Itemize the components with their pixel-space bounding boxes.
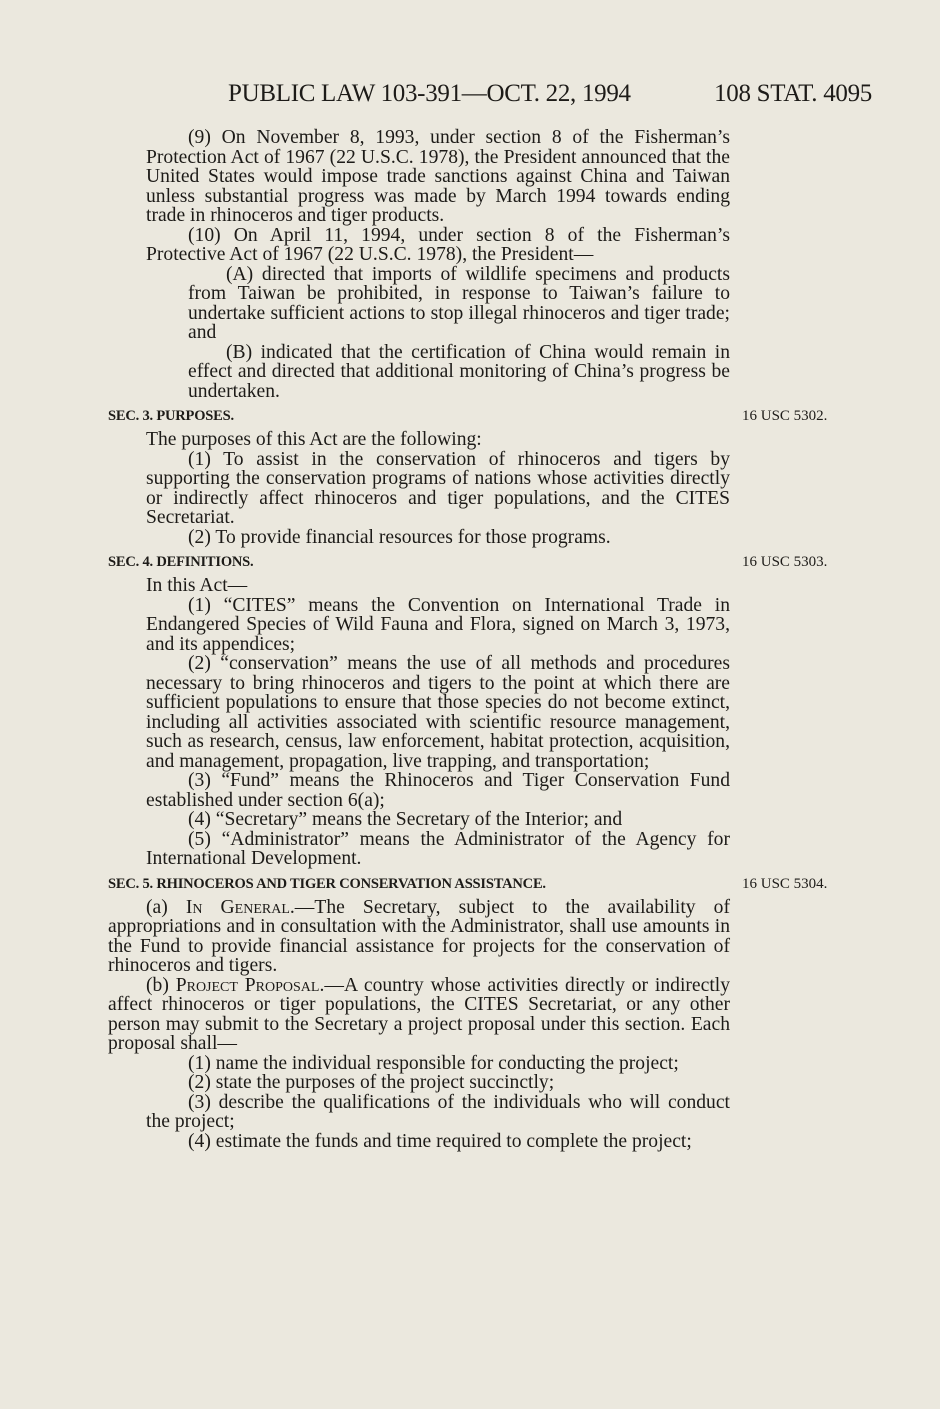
section-4-intro: In this Act— <box>146 575 248 596</box>
section-3-heading <box>108 408 828 425</box>
section-4-title: SEC. 4. DEFINITIONS. <box>108 554 254 570</box>
proposal-item-1: (1) name the individual responsible for conducting the project; <box>188 1052 679 1074</box>
section-5-title: SEC. 5. RHINOCEROS AND TIGER CONSERVATION ASSISTANCE. <box>108 875 546 892</box>
section-5-heading <box>108 875 828 893</box>
paragraph-10: (10) On April 11, 1994, under section 8 of the Fisherman’s Protective Act of 1967 (22 U.S.C. 1978), the President— <box>146 224 730 265</box>
subsection-a <box>108 898 730 976</box>
definition-5: (5) “Administrator” means the Administrator of the Agency for International Development. <box>146 828 730 869</box>
definition-4: (4) “Secretary” means the Secretary of the Interior; and <box>188 809 623 830</box>
proposal-item-4: (4) estimate the funds and time required to complete the project; <box>188 1130 692 1152</box>
section-4-heading <box>108 554 828 571</box>
proposal-item-3: (3) describe the qualifications of the individuals who will conduct the project; <box>146 1091 730 1132</box>
section-3-intro: The purposes of this Act are the following: <box>146 429 482 450</box>
page-number: 108 STAT. 4095 <box>714 80 872 107</box>
section-3-margin-note: 16 USC 5302. <box>742 408 828 424</box>
paragraph-10-b: (B) indicated that the certification of China would remain in effect and directed that additional monitoring of China’s progress be undertaken. <box>188 341 730 402</box>
proposal-item-2: (2) state the purposes of the project succinctly; <box>188 1072 555 1093</box>
definition-2: (2) “conservation” means the use of all methods and procedures necessary to bring rhinoceros and tigers to the point at which there are sufficient populations to ensure that those species do not become extinct, including all activities associated with scientific resource management, such as research, census, law enforcement, habitat protection, acquisition, and management, propagation, live trapping, and transportation; <box>146 653 730 772</box>
paragraph-10-a: (A) directed that imports of wildlife specimens and products from Taiwan be prohibited, in response to Taiwan’s failure to undertake sufficient actions to stop illegal rhinoceros and tiger trade; and <box>188 263 730 343</box>
section-3-purpose-2: (2) To provide financial resources for those programs. <box>188 526 611 548</box>
definition-1: (1) “CITES” means the Convention on International Trade in Endangered Species of Wild Fauna and Flora, signed on March 3, 1973, and its appendices; <box>146 594 730 655</box>
section-3-title: SEC. 3. PURPOSES. <box>108 408 234 424</box>
section-3-purpose-1: (1) To assist in the conservation of rhinoceros and tigers by supporting the conservation programs of nations whose activities directly or indirectly affect rhinoceros and tiger populations, and the CITES Secretariat. <box>146 448 730 528</box>
subsection-a-label: (a) <box>146 896 186 918</box>
subsection-b-caption: Project Proposal. <box>175 974 325 996</box>
running-header-title: PUBLIC LAW 103-391—OCT. 22, 1994 <box>228 80 631 107</box>
subsection-b-label: (b) <box>146 974 176 996</box>
section-4-margin-note: 16 USC 5303. <box>742 554 828 570</box>
paragraph-9: (9) On November 8, 1993, under section 8 of the Fisherman’s Protection Act of 1967 (22 U.S.C. 1978), the President announced that the United States would impose trade sanctions against China and Taiwan unless substantial progress was made by March 1994 towards ending trade in rhinoceros and tiger products. <box>146 127 730 226</box>
subsection-b <box>108 976 730 1054</box>
subsection-a-caption: In General. <box>185 896 295 918</box>
section-5-margin-note: 16 USC 5304. <box>742 875 828 892</box>
body-text <box>108 127 828 1152</box>
definition-3: (3) “Fund” means the Rhinoceros and Tiger Conservation Fund established under section 6(a); <box>146 770 730 811</box>
subsection-a-text: —The Secretary, subject to the availability of appropriations and in consultation with the Administrator, shall use amounts in the Fund to provide financial assistance for projects for the conservation of rhinoceros and tigers. <box>108 896 730 976</box>
subsection-b-text: —A country whose activities directly or indirectly affect rhinoceros or tiger populations, the CITES Secretariat, or any other person may submit to the Secretary a project proposal under this section. Each proposal shall— <box>108 974 730 1054</box>
